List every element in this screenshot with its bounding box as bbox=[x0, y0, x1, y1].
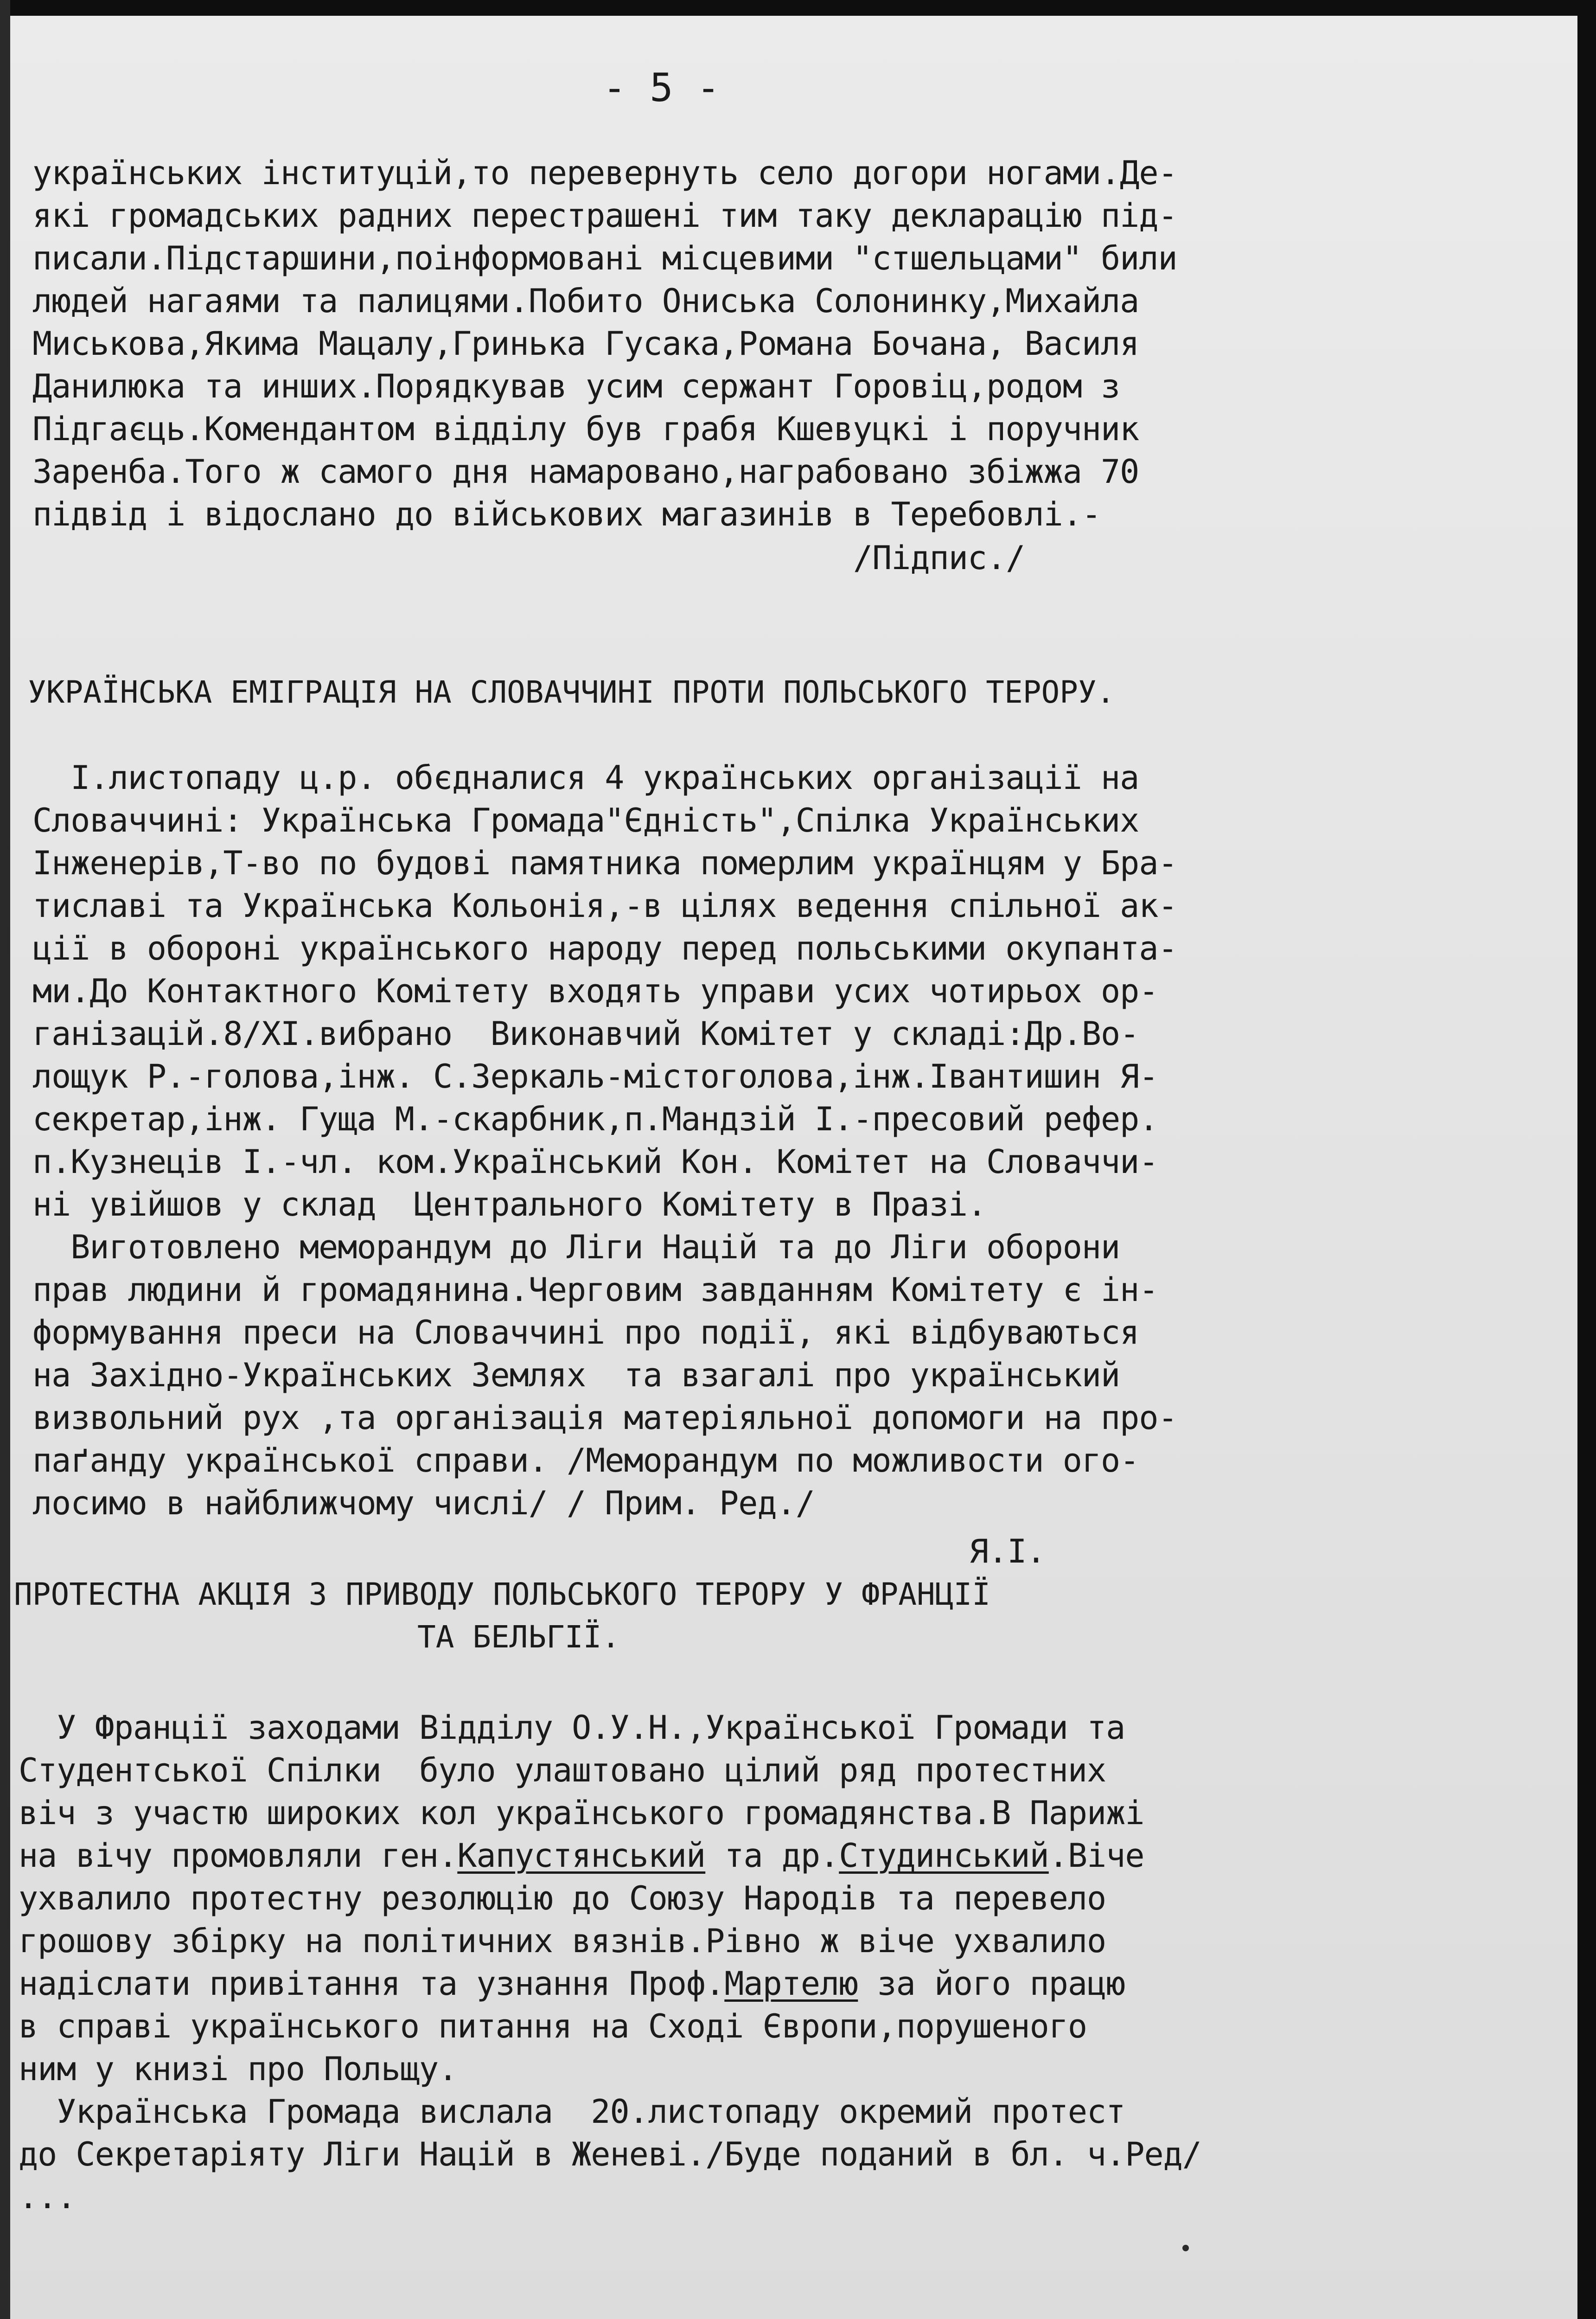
section-heading: УКРАЇНСЬКА ЕМІГРАЦІЯ НА СЛОВАЧЧИНІ ПРОТИ ПОЛЬСЬКОГО ТЕРОРУ. bbox=[28, 674, 1115, 710]
text-line: ним у книзі про Польщу. bbox=[19, 2050, 458, 2088]
text-line: на Західно-Українських Землях та взагалі про український bbox=[32, 1356, 1120, 1394]
text-line: грошову збірку на політичних вязнів.Рівно ж віче ухвалило bbox=[19, 1922, 1106, 1960]
text-line bbox=[19, 1965, 1125, 2003]
ink-speck bbox=[1182, 2245, 1189, 2251]
text-line: У Франції заходами Відділу О.У.Н.,Української Громади та bbox=[19, 1709, 1125, 1747]
text-line: ганізацій.8/ХІ.вибрано Виконавчий Комітет у складі:Др.Во- bbox=[32, 1015, 1139, 1053]
text-line: Студентської Спілки було улаштовано цілий ряд протестних bbox=[19, 1751, 1106, 1789]
signature: /Підпис./ bbox=[853, 539, 1025, 577]
text-line: лосимо в найближчому числі/ / Прим. Ред./ bbox=[32, 1484, 815, 1522]
text-line: писали.Підстаршини,поінформовані місцевими "стшельцами" били bbox=[32, 239, 1177, 277]
text-segment: за його працю bbox=[858, 1965, 1125, 2003]
text-line: Підгаєць.Комендантом відділу був грабя Кшевуцкі і поручник bbox=[32, 410, 1139, 448]
text-line: Заренба.Того ж самого дня намаровано,награбовано збіжжа 70 bbox=[32, 453, 1139, 491]
text-line: Українська Громада вислала 20.листопаду окремий протест bbox=[19, 2093, 1125, 2131]
scan-border-right bbox=[1577, 0, 1596, 2319]
text-line: людей нагаями та палицями.Побито Ониська Солонинку,Михайла bbox=[32, 282, 1139, 320]
text-line: Виготовлено меморандум до Ліги Націй та до Ліги оборони bbox=[32, 1228, 1120, 1266]
underlined-name: Студинський bbox=[839, 1837, 1049, 1875]
text-line: визвольний рух ,та організація матеріяльної допомоги на про- bbox=[32, 1399, 1177, 1437]
text-line: ухвалило протестну резолюцію до Союзу Народів та перевело bbox=[19, 1879, 1106, 1917]
underlined-name: Мартелю bbox=[724, 1965, 858, 2003]
text-line: українських інституцій,то перевернуть село догори ногами.Де- bbox=[32, 154, 1177, 192]
text-segment: надіслати привітання та узнання Проф. bbox=[19, 1965, 725, 2003]
text-line: ми.До Контактного Комітету входять управи усих чотирьох ор- bbox=[32, 972, 1158, 1010]
text-line: секретар,інж. Гуща М.-скарбник,п.Мандзій І.-пресовий рефер. bbox=[32, 1100, 1158, 1138]
text-line: прав людини й громадянина.Черговим завданням Комітету є ін- bbox=[32, 1271, 1158, 1309]
scan-border-left bbox=[0, 0, 10, 2319]
text-segment: на вічу промовляли ген. bbox=[19, 1837, 458, 1875]
text-line: підвід і відослано до військових магазинів в Теребовлі.- bbox=[32, 495, 1101, 533]
text-line: ... bbox=[19, 2178, 76, 2216]
text-line: паґанду української справи. /Меморандум по можливости ого- bbox=[32, 1441, 1139, 1480]
text-line: лощук Р.-голова,інж. С.Зеркаль-містоголова,інж.Івантишин Я- bbox=[32, 1057, 1158, 1095]
underlined-name: Капустянський bbox=[457, 1837, 706, 1875]
text-line: І.листопаду ц.р. обєдналися 4 українських організації на bbox=[32, 759, 1139, 797]
text-line bbox=[19, 1837, 1144, 1875]
text-segment: та др. bbox=[705, 1837, 839, 1875]
page-number: - 5 - bbox=[603, 65, 720, 110]
scan-border-top bbox=[0, 0, 1596, 16]
text-line: Інженерів,Т-во по будові памятника померлим українцям у Бра- bbox=[32, 844, 1177, 882]
text-line: які громадських радних перестрашені тим таку декларацію під- bbox=[32, 197, 1177, 235]
text-segment: .Віче bbox=[1048, 1837, 1144, 1875]
section-heading: ПРОТЕСТНА АКЦІЯ З ПРИВОДУ ПОЛЬСЬКОГО ТЕРОРУ У ФРАНЦІЇ bbox=[14, 1576, 990, 1612]
text-line: п.Кузнеців І.-чл. ком.Український Кон. Комітет на Словаччи- bbox=[32, 1143, 1158, 1181]
text-line: віч з участю широких кол українського громадянства.В Парижі bbox=[19, 1794, 1144, 1832]
text-line: до Секретаріяту Ліги Націй в Женеві./Буде поданий в бл. ч.Ред/ bbox=[19, 2135, 1201, 2173]
text-line: ні увійшов у склад Центрального Комітету в Празі. bbox=[32, 1185, 987, 1224]
signature: Я.І. bbox=[969, 1532, 1046, 1570]
text-line: Данилюка та инших.Порядкував усим сержант Горовіц,родом з bbox=[32, 367, 1120, 405]
text-line: тиславі та Українська Кольонія,-в цілях ведення спільної ак- bbox=[32, 887, 1177, 925]
text-line: Словаччині: Українська Громада"Єдність",Спілка Українських bbox=[32, 801, 1139, 839]
text-line: Миськова,Якима Мацалу,Гринька Гусака,Романа Бочана, Василя bbox=[32, 325, 1139, 363]
text-line: ції в обороні українського народу перед польськими окупанта- bbox=[32, 929, 1177, 967]
text-line: в справі українського питання на Сході Європи,порушеного bbox=[19, 2007, 1087, 2045]
section-heading-continued: ТА БЕЛЬГІЇ. bbox=[417, 1619, 620, 1655]
text-line: формування преси на Словаччині про події, які відбуваються bbox=[32, 1313, 1139, 1352]
